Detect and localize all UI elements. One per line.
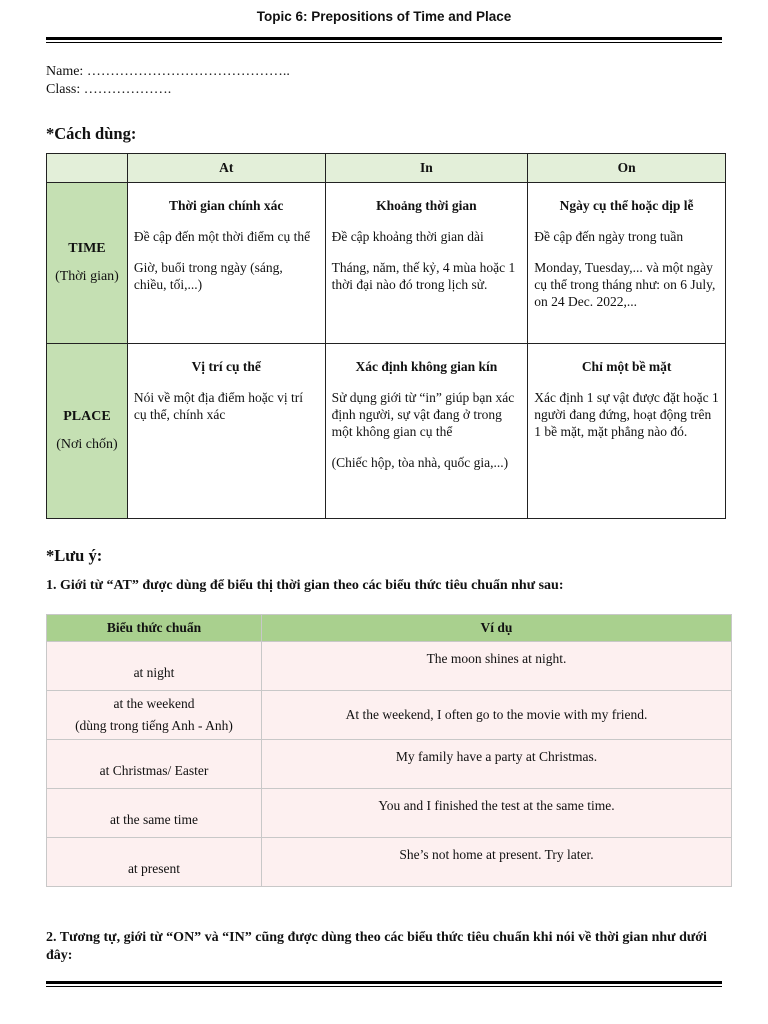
expression-note: (dùng trong tiếng Anh - Anh)	[75, 718, 233, 733]
cell-heading: Thời gian chính xác	[169, 198, 284, 213]
note-heading: *Lưu ý:	[46, 546, 103, 565]
name-field: Name: ……………………………………..	[46, 64, 290, 79]
usage-cell	[127, 183, 325, 344]
top-divider-thin	[46, 42, 722, 43]
expression-text: at Christmas/ Easter	[99, 763, 209, 778]
cell-heading: Vị trí cụ thể	[191, 359, 261, 374]
expr-header-example: Ví dụ	[262, 615, 732, 642]
expression-cell	[47, 740, 262, 789]
row-label-place	[47, 344, 128, 519]
usage-header-row	[47, 154, 726, 183]
cell-heading: Khoảng thời gian	[376, 198, 477, 213]
expression-text: at the weekend	[113, 696, 195, 711]
example-cell: She’s not home at present. Try later.	[262, 838, 732, 887]
class-field: Class: ……………….	[46, 82, 172, 97]
cell-text: Giờ, buổi trong ngày (sáng, chiều, tối,...)	[133, 260, 283, 292]
expression-text: at night	[133, 665, 175, 680]
table-row	[47, 642, 732, 691]
cell-text: Đề cập đến ngày trong tuần	[534, 229, 684, 244]
expression-cell	[47, 838, 262, 887]
cell-text: Nói về một địa điểm hoặc vị trí cụ thể, chính xác	[133, 390, 304, 422]
usage-cell	[528, 344, 726, 519]
table-row	[47, 740, 732, 789]
usage-header-on: On	[528, 154, 726, 183]
expr-header-expression: Biểu thức chuẩn	[47, 615, 262, 642]
bottom-divider-thin	[46, 986, 722, 987]
top-divider	[46, 37, 722, 40]
usage-row-place	[47, 344, 726, 519]
usage-corner-cell	[47, 154, 128, 183]
cell-text: Đề cập đến một thời điểm cụ thể	[133, 229, 311, 244]
expression-cell	[47, 789, 262, 838]
usage-cell	[528, 183, 726, 344]
cell-heading: Chỉ một bề mặt	[581, 359, 672, 374]
example-cell: At the weekend, I often go to the movie with my friend.	[262, 691, 732, 740]
page-title: Topic 6: Prepositions of Time and Place	[256, 9, 512, 24]
usage-cell	[127, 344, 325, 519]
expression-cell	[47, 691, 262, 740]
usage-row-time	[47, 183, 726, 344]
cell-heading: Ngày cụ thể hoặc dịp lễ	[559, 198, 694, 213]
usage-heading: *Cách dùng:	[46, 124, 137, 143]
row-label: PLACE	[63, 409, 111, 424]
row-label-time	[47, 183, 128, 344]
cell-text: Sử dụng giới từ “in” giúp bạn xác định người, sự vật đang ở trong một không gian cụ thể	[331, 390, 515, 439]
usage-cell	[325, 344, 528, 519]
expressions-table	[46, 614, 732, 887]
cell-text: Xác định 1 sự vật được đặt hoặc 1 người đang đứng, hoạt động trên 1 bề mặt, mặt phẳng nào đó.	[534, 390, 719, 439]
expression-text: at present	[127, 861, 181, 876]
cell-text: Đề cập khoảng thời gian dài	[331, 229, 484, 244]
cell-text: (Chiếc hộp, tòa nhà, quốc gia,...)	[331, 455, 509, 470]
row-label: TIME	[68, 241, 106, 256]
note-2: 2. Tương tự, giới từ “ON” và “IN” cũng được dùng theo các biểu thức tiêu chuẩn khi nói về thời gian như dưới đây:	[46, 930, 707, 963]
cell-text: Monday, Tuesday,... và một ngày cụ thể trong tháng như: on 6 July, on 24 Dec. 2022,...	[534, 260, 716, 309]
expr-header-row	[47, 615, 732, 642]
row-sublabel: (Thời gian)	[55, 269, 119, 284]
expression-text: at the same time	[109, 812, 199, 827]
table-row	[47, 838, 732, 887]
cell-heading: Xác định không gian kín	[355, 359, 498, 374]
usage-header-in: In	[325, 154, 528, 183]
example-cell: You and I finished the test at the same time.	[262, 789, 732, 838]
row-sublabel: (Nơi chốn)	[56, 437, 118, 452]
bottom-divider	[46, 981, 722, 984]
cell-text: Tháng, năm, thế kỷ, 4 mùa hoặc 1 thời đại nào đó trong lịch sử.	[331, 260, 516, 292]
usage-table	[46, 153, 726, 519]
usage-cell	[325, 183, 528, 344]
expression-cell	[47, 642, 262, 691]
example-cell: The moon shines at night.	[262, 642, 732, 691]
example-cell: My family have a party at Christmas.	[262, 740, 732, 789]
usage-header-at: At	[127, 154, 325, 183]
table-row	[47, 789, 732, 838]
note-1: 1. Giới từ “AT” được dùng để biểu thị thời gian theo các biểu thức tiêu chuẩn như sau:	[46, 578, 564, 593]
table-row	[47, 691, 732, 740]
